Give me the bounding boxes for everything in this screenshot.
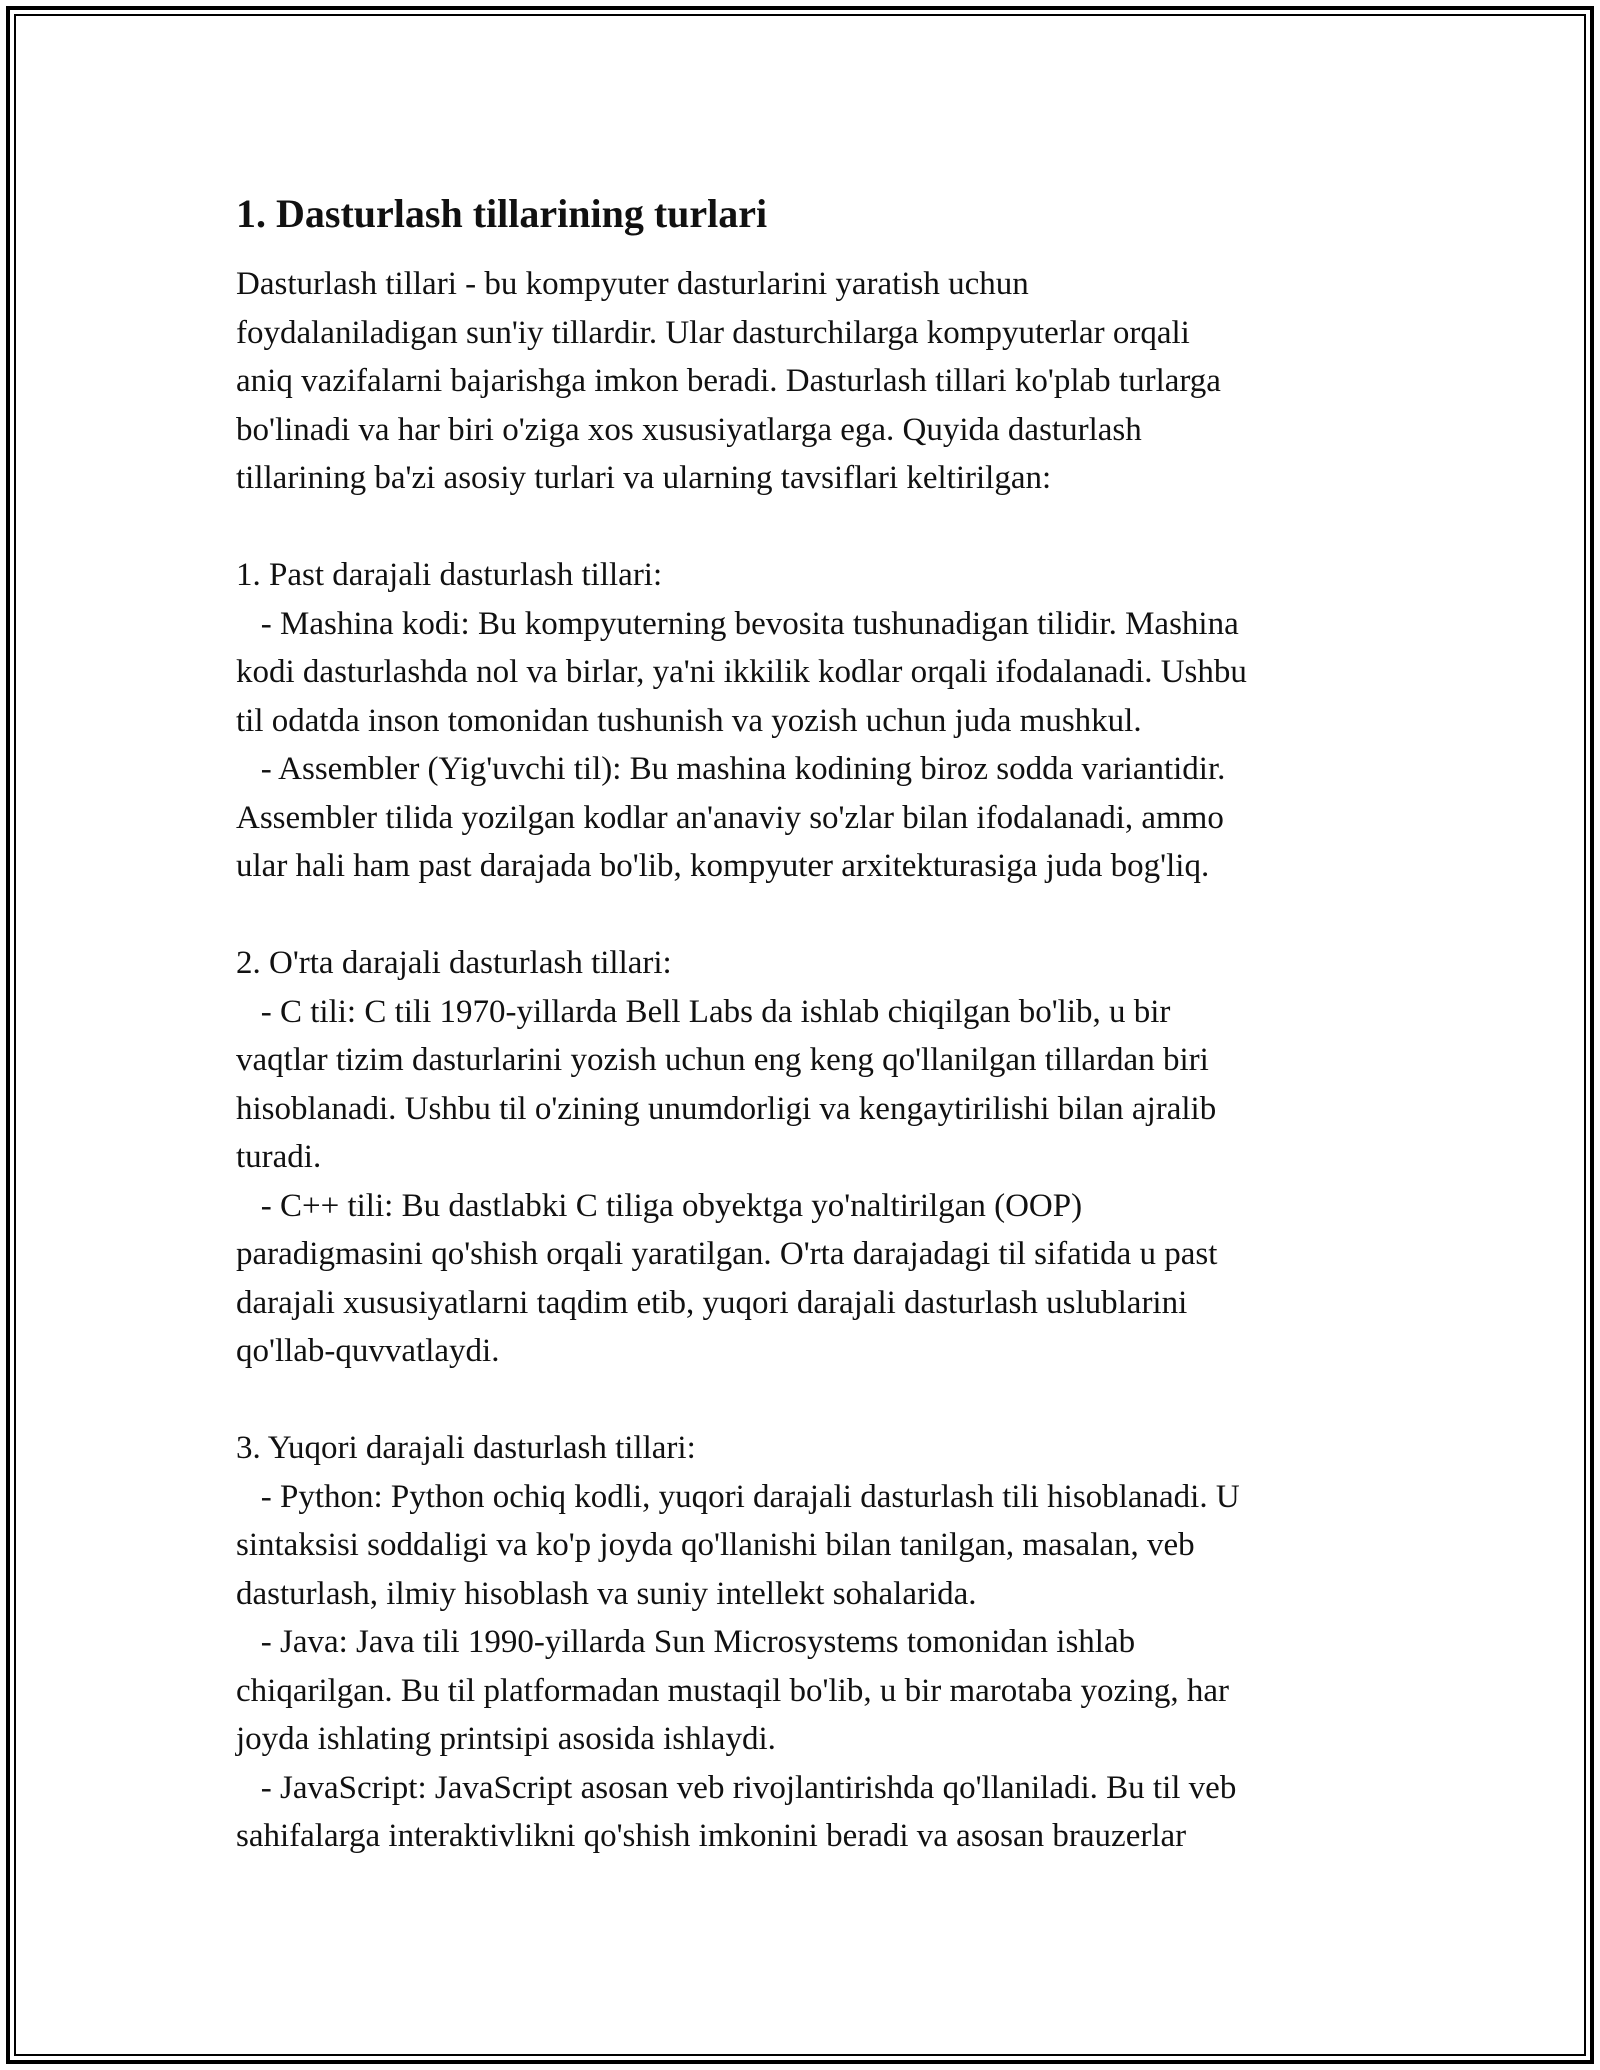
text-line: hisoblanadi. Ushbu til o'zining unumdorligi va kengaytirilishi bilan ajralib	[236, 1090, 1217, 1127]
text-line: tillarining ba'zi asosiy turlari va ularning tavsiflari keltirilgan:	[236, 460, 1052, 496]
text-line: foydalaniladigan sun'iy tillardir. Ular dasturchilarga kompyuterlar orqali	[236, 314, 1190, 351]
document-body	[236, 188, 1386, 1861]
text-line: - Java: Java tili 1990-yillarda Sun Microsystems tomonidan ishlab	[236, 1624, 1136, 1660]
text-line: kodi dasturlashda nol va birlar, ya'ni ikkilik kodlar orqali ifodalanadi. Ushbu	[236, 654, 1247, 690]
text-line: paradigmasini qo'shish orqali yaratilgan. O'rta darajadagi til sifatida u past	[236, 1236, 1218, 1272]
text-line: ular hali ham past darajada bo'lib, kompyuter arxitekturasiga juda bog'liq.	[236, 848, 1210, 884]
blank-line	[236, 503, 1386, 552]
text-line: darajali xususiyatlarni taqdim etib, yuqori darajali dasturlash uslublarini	[236, 1284, 1188, 1321]
text-line: - C++ tili: Bu dastlabki C tiliga obyektga yo'naltirilgan (OOP)	[236, 1187, 1083, 1224]
blank-line	[236, 891, 1386, 940]
text-line: vaqtlar tizim dasturlarini yozish uchun eng keng qo'llanilgan tillardan biri	[236, 1042, 1209, 1078]
text-line: - Mashina kodi: Bu kompyuterning bevosita tushunadigan tilidir. Mashina	[236, 605, 1239, 642]
text-line: 1. Past darajali dasturlash tillari:	[236, 557, 663, 593]
text-line: sintaksisi soddaligi va ko'p joyda qo'llanishi bilan tanilgan, masalan, veb	[236, 1527, 1195, 1563]
text-line: - Assembler (Yig'uvchi til): Bu mashina kodining biroz sodda variantidir.	[236, 751, 1226, 787]
text-line: - C tili: C tili 1970-yillarda Bell Labs da ishlab chiqilgan bo'lib, u bir	[236, 993, 1171, 1030]
section-title: 1. Dasturlash tillarining turlari	[236, 191, 768, 236]
text-line: bo'linadi va har biri o'ziga xos xususiyatlarga ega. Quyida dasturlash	[236, 411, 1142, 448]
text-line: - Python: Python ochiq kodli, yuqori darajali dasturlash tili hisoblanadi. U	[236, 1478, 1240, 1515]
text-line: sahifalarga interaktivlikni qo'shish imkonini beradi va asosan brauzerlar	[236, 1818, 1187, 1854]
text-line: dasturlash, ilmiy hisoblash va suniy intellekt sohalarida.	[236, 1575, 977, 1612]
text-line: joyda ishlating printsipi asosida ishlaydi.	[236, 1721, 776, 1757]
text-line: qo'llab-quvvatlaydi.	[236, 1333, 500, 1369]
text-line: - JavaScript: JavaScript asosan veb rivojlantirishda qo'llaniladi. Bu til veb	[236, 1769, 1237, 1806]
blank-line	[236, 1376, 1386, 1425]
text-line: turadi.	[236, 1139, 322, 1175]
text-line: 2. O'rta darajali dasturlash tillari:	[236, 945, 672, 981]
text-line: til odatda inson tomonidan tushunish va yozish uchun juda mushkul.	[236, 702, 1142, 739]
text-line: chiqarilgan. Bu til platformadan mustaqil bo'lib, u bir marotaba yozing, har	[236, 1672, 1229, 1709]
document-text	[236, 260, 1386, 1861]
text-line: aniq vazifalarni bajarishga imkon beradi. Dasturlash tillari ko'plab turlarga	[236, 363, 1221, 399]
text-line: Assembler tilida yozilgan kodlar an'anaviy so'zlar bilan ifodalanadi, ammo	[236, 799, 1224, 836]
text-line: Dasturlash tillari - bu kompyuter dasturlarini yaratish uchun	[236, 266, 1029, 302]
text-line: 3. Yuqori darajali dasturlash tillari:	[236, 1430, 696, 1466]
